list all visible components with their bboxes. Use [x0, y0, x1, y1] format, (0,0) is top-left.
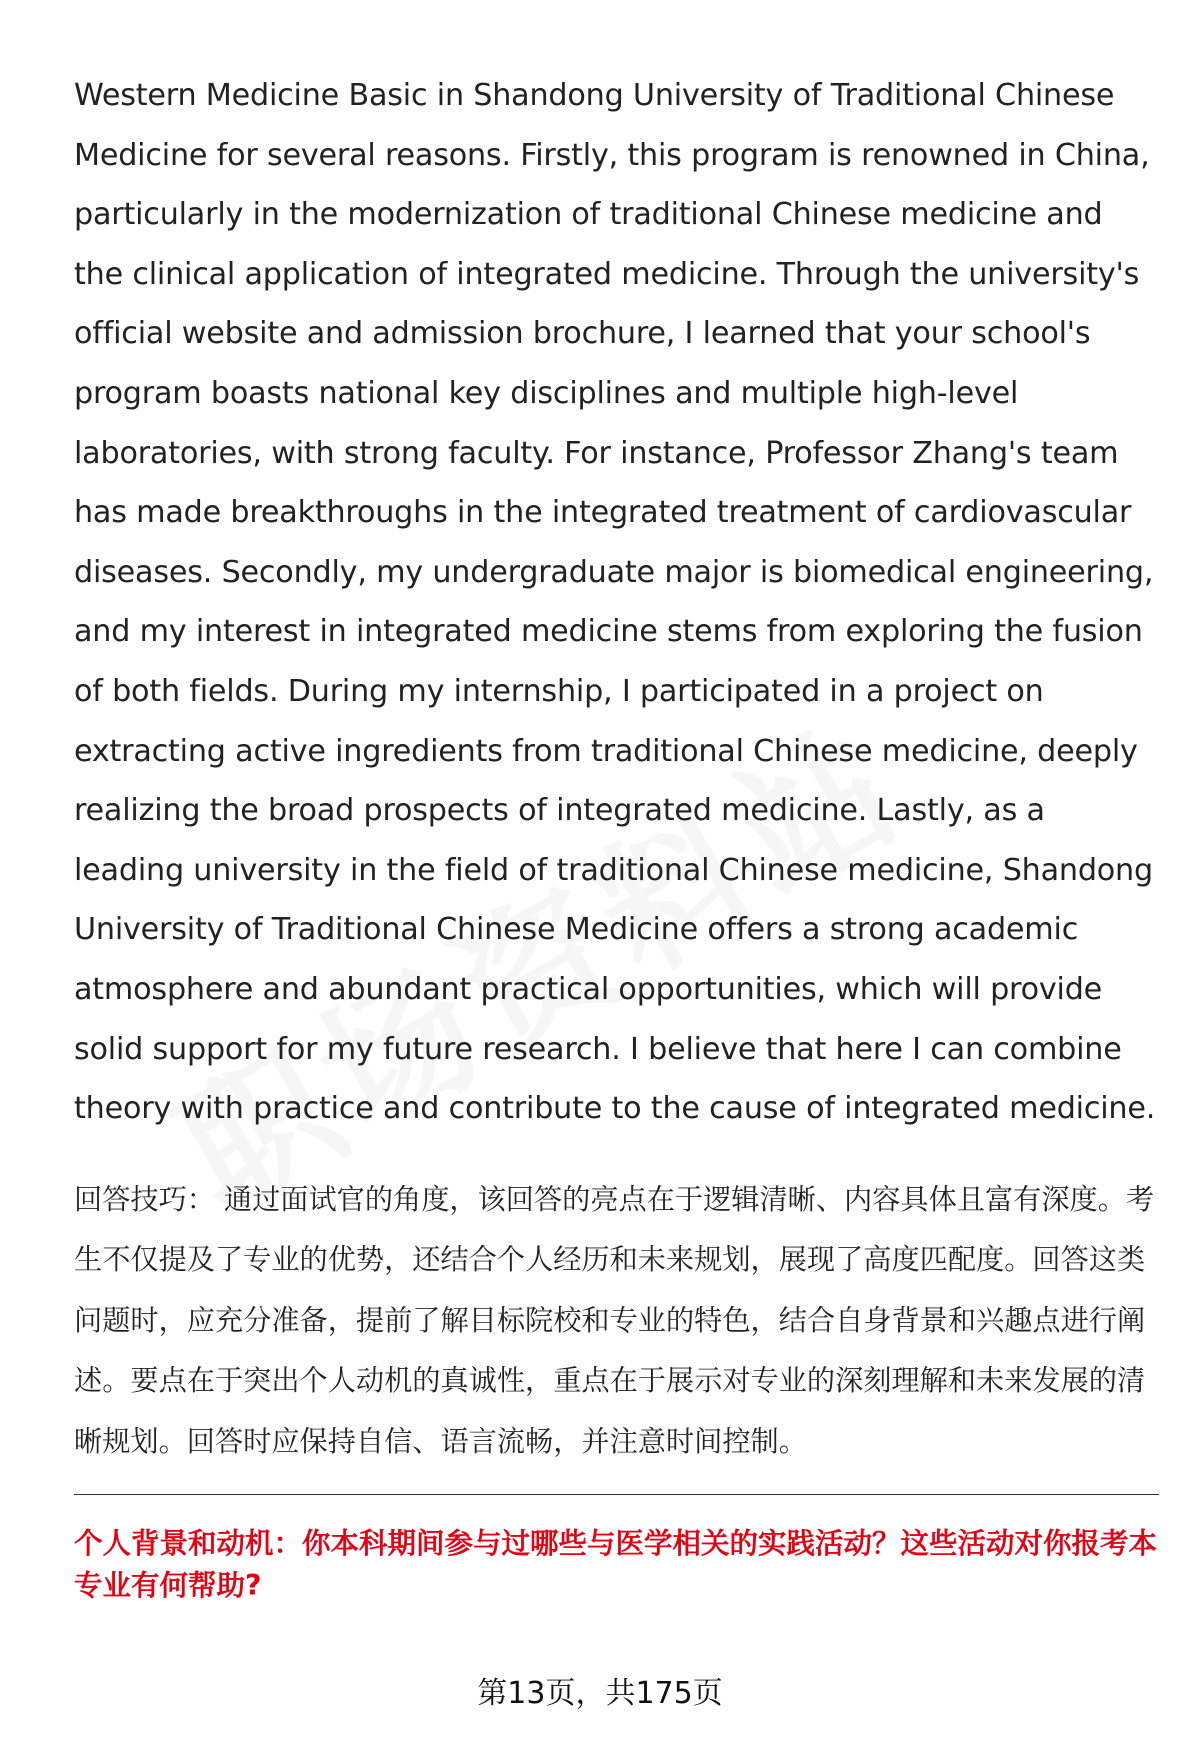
next-question-heading: 个人背景和动机：你本科期间参与过哪些与医学相关的实践活动？这些活动对你报考本专业有何帮助?: [74, 1527, 1158, 1603]
section-divider: [74, 1494, 1159, 1495]
page-content: [74, 66, 1159, 1607]
answer-paragraph: Western Medicine Basic in Shandong University of Traditional Chinese Medicine for several reasons. Firstly, this program is renowned in China, particularly in the modernization of traditional Chinese medicine and the clinical application of integrated medicine. Through the university's official website and admission brochure, I learned that your school's program boasts national key disciplines and multiple high-level laboratories, with strong faculty. For instance, Professor Zhang's team has made breakthroughs in the integrated treatment of cardiovascular diseases. Secondly, my undergraduate major is biomedical engineering, and my interest in integrated medicine stems from exploring the fusion of both fields. During my internship, I participated in a project on extracting active ingredients from traditional Chinese medicine, deeply realizing the broad prospects of integrated medicine. Lastly, as a leading university in the field of traditional Chinese medicine, Shandong University of Traditional Chinese Medicine offers a strong academic atmosphere and abundant practical opportunities, which will provide solid support for my future research. I believe that here I can combine theory with practice and contribute to the cause of integrated medicine.: [74, 78, 1156, 1127]
answer-tips-paragraph: 回答技巧： 通过面试官的角度，该回答的亮点在于逻辑清晰、内容具体且富有深度。考生不仅提及了专业的优势，还结合个人经历和未来规划，展现了高度匹配度。回答这类问题时，应充分准备，提前了解目标院校和专业的特色，结合自身背景和兴趣点进行阐述。要点在于突出个人动机的真诚性，重点在于展示对专业的深刻理解和未来发展的清晰规划。回答时应保持自信、语言流畅，并注意时间控制。: [74, 1182, 1155, 1458]
page-number: 第13页，共175页: [477, 1676, 723, 1711]
